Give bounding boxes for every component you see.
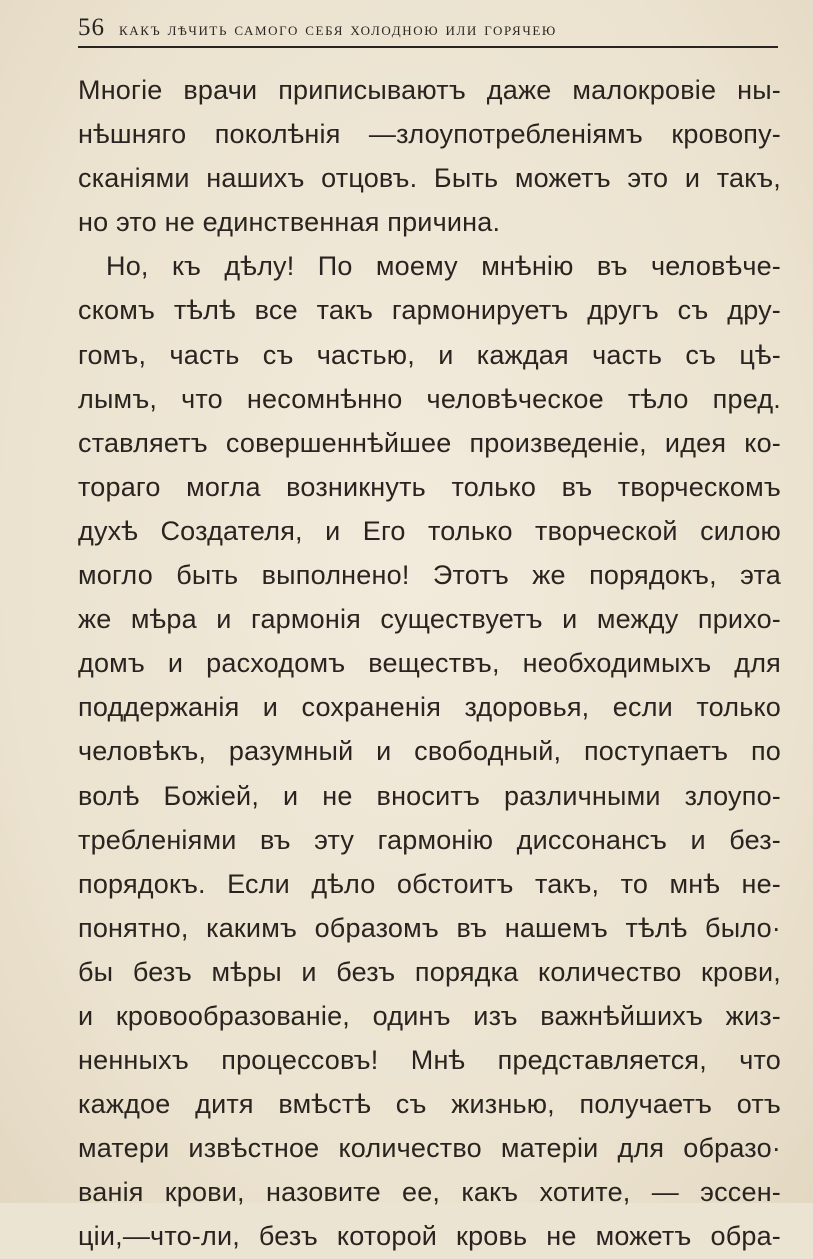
text-line: тораго могла возникнуть только въ творческомъ xyxy=(78,471,781,502)
text-line: но это не единственная причина. xyxy=(78,207,501,238)
text-line: понятно, какимъ образомъ въ нашемъ тѣлѣ было· xyxy=(78,912,781,943)
text-line: поддержанія и сохраненія здоровья, если только xyxy=(78,692,781,723)
text-line: домъ и расходомъ веществъ, необходимыхъ для xyxy=(78,648,781,679)
text-line: каждое дитя вмѣстѣ съ жизнью, получаетъ отъ xyxy=(78,1089,781,1120)
text-line: требленіями въ эту гармонію диссонансъ и без- xyxy=(78,824,781,855)
text-line: и кровообразованіе, одинъ изъ важнѣйшихъ жиз- xyxy=(78,1000,781,1031)
text-line: ціи,—что-ли, безъ которой кровь не можетъ обра- xyxy=(78,1221,781,1252)
text-line: нѣшняго поколѣнія —злоупотребленіямъ кровопу- xyxy=(78,119,781,150)
text-line: гомъ, часть съ частью, и каждая часть съ цѣ- xyxy=(78,339,781,370)
text-line: ванія крови, назовите ее, какъ хотите, — эссен- xyxy=(78,1177,781,1208)
body-text xyxy=(78,68,781,1259)
text-line: матери извѣстное количество матеріи для образо· xyxy=(78,1133,781,1164)
text-line: бы безъ мѣры и безъ порядка количество крови, xyxy=(78,956,781,987)
page-number: 56 xyxy=(78,14,105,41)
text-line: сканіями нашихъ отцовъ. Быть можетъ это и такъ, xyxy=(78,163,781,194)
running-title: какъ лѣчить самого себя холодною или горячею xyxy=(119,19,557,40)
running-head xyxy=(78,14,778,50)
header-rule xyxy=(78,46,778,48)
text-line: духѣ Создателя, и Его только творческой силою xyxy=(78,515,781,546)
text-line: порядокъ. Если дѣло обстоитъ такъ, то мнѣ не- xyxy=(78,868,781,899)
text-line: ставляетъ совершеннѣйшее произведеніе, идея ко- xyxy=(78,427,781,458)
text-line: волѣ Божіей, и не вноситъ различными злоупо- xyxy=(78,780,781,811)
text-line: скомъ тѣлѣ все такъ гармонируетъ другъ съ дру- xyxy=(78,295,781,326)
text-line: лымъ, что несомнѣнно человѣческое тѣло пред. xyxy=(78,383,781,414)
text-line: могло быть выполнено! Этотъ же порядокъ, эта xyxy=(78,560,781,591)
text-line: ненныхъ процессовъ! Мнѣ представляется, что xyxy=(78,1045,781,1076)
text-line: Но, къ дѣлу! По моему мнѣнію въ человѣче- xyxy=(106,251,781,282)
text-line: человѣкъ, разумный и свободный, поступаетъ по xyxy=(78,736,781,767)
text-line: же мѣра и гармонія существуетъ и между прихо- xyxy=(78,604,781,635)
text-line: Многіе врачи приписываютъ даже малокровіе ны- xyxy=(78,75,781,105)
